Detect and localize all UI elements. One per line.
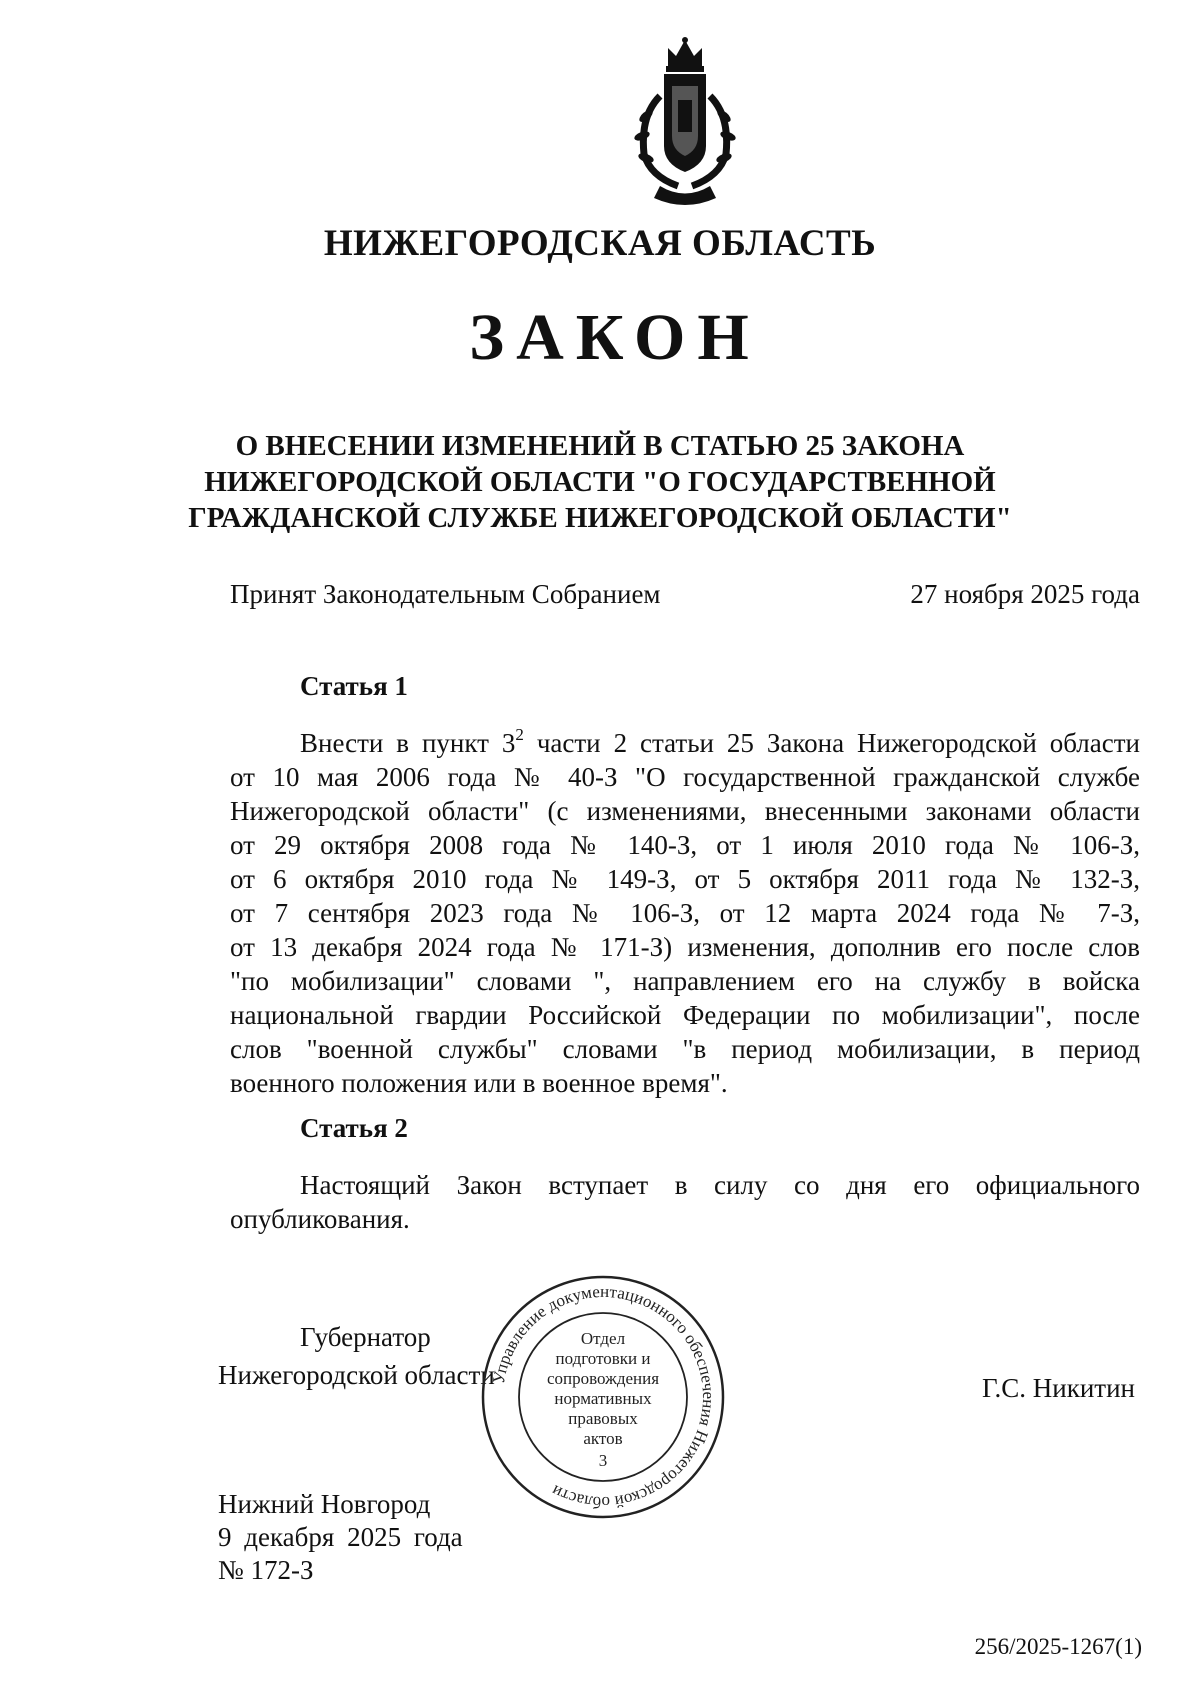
text-fragment: Внести в пункт 3 xyxy=(300,728,516,758)
registration-number: 256/2025-1267(1) xyxy=(974,1634,1142,1659)
stamp-ring-text: Управление документационного обеспечения Нижегородской области xyxy=(488,1281,719,1513)
text-line: военного положения или в военное время". xyxy=(230,1068,728,1098)
text-line: от 10 мая 2006 года № 40-З "О государственной гражданской службе xyxy=(230,762,1140,792)
text-line: национальной гвардии Российской Федерации по мобилизации", после xyxy=(230,1000,1140,1030)
superscript: 2 xyxy=(515,725,524,744)
article-2-text xyxy=(230,1168,1140,1236)
text-line xyxy=(230,726,1140,760)
text-line: "по мобилизации" словами ", направлением его на службу в войска xyxy=(230,966,1140,996)
stamp-number: 3 xyxy=(598,1451,608,1470)
law-subject xyxy=(0,428,1200,536)
text-line: Настоящий Закон вступает в силу со дня его официального xyxy=(300,1170,1140,1200)
adoption-text: Принят Законодательным Собранием xyxy=(230,579,661,609)
text-line: слов "военной службы" словами "в период мобилизации, в период xyxy=(230,1034,1140,1064)
region-title: НИЖЕГОРОДСКАЯ ОБЛАСТЬ xyxy=(323,223,877,264)
stamp-center-line: правовых xyxy=(568,1409,638,1428)
signatory-title: Губернатор xyxy=(300,1322,431,1352)
stamp-center-line: Отдел xyxy=(580,1329,626,1348)
stamp-center-line: сопровождения xyxy=(546,1369,660,1388)
stamp-center-line: нормативных xyxy=(554,1389,652,1408)
coat-of-arms-icon xyxy=(620,36,750,206)
article-1-heading: Статья 1 xyxy=(300,671,408,701)
document-type: ЗАКОН xyxy=(469,301,761,374)
law-number: № 172-З xyxy=(218,1555,314,1585)
subject-line: О ВНЕСЕНИИ ИЗМЕНЕНИЙ В СТАТЬЮ 25 ЗАКОНА xyxy=(235,430,965,462)
text-line: от 6 октября 2010 года № 149-З, от 5 октября 2011 года № 132-З, xyxy=(230,864,1140,894)
text-line: Нижегородской области" (с изменениями, внесенными законами области xyxy=(230,796,1140,826)
subject-line: ГРАЖДАНСКОЙ СЛУЖБЕ НИЖЕГОРОДСКОЙ ОБЛАСТИ" xyxy=(188,502,1012,534)
text-line: от 7 сентября 2023 года № 106-З, от 12 марта 2024 года № 7-З, xyxy=(230,898,1140,928)
stamp-center-line: актов xyxy=(583,1429,623,1448)
signatory-name: Г.С. Никитин xyxy=(981,1373,1135,1403)
text-fragment: части 2 статьи 25 Закона Нижегородской области xyxy=(523,728,1140,758)
signatory-region: Нижегородской области xyxy=(218,1360,495,1390)
adoption-date: 27 ноября 2025 года xyxy=(910,579,1140,609)
text-line: опубликования. xyxy=(230,1204,410,1234)
signing-date: 9 декабря 2025 года xyxy=(218,1522,463,1552)
text-line: от 29 октября 2008 года № 140-З, от 1 июля 2010 года № 106-З, xyxy=(230,830,1140,860)
subject-line: НИЖЕГОРОДСКОЙ ОБЛАСТИ "О ГОСУДАРСТВЕННОЙ xyxy=(204,466,996,498)
text-line: от 13 декабря 2024 года № 171-З) изменения, дополнив его после слов xyxy=(230,932,1140,962)
article-1-text xyxy=(230,726,1140,1100)
stamp-center-line: подготовки и xyxy=(555,1349,651,1368)
place-of-signing: Нижний Новгород xyxy=(218,1489,431,1519)
official-stamp xyxy=(478,1272,728,1522)
article-2-heading: Статья 2 xyxy=(300,1113,408,1143)
